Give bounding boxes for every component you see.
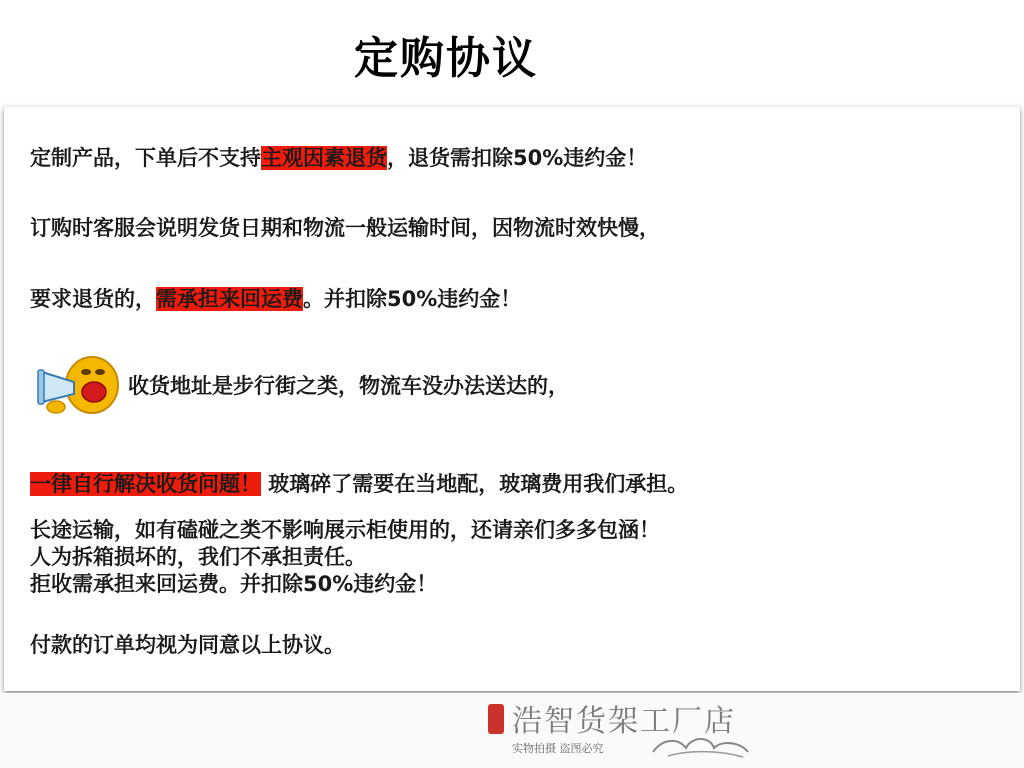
- cloud-icon: [648, 730, 758, 760]
- highlight-self-pickup: 一律自行解决收货问题！: [30, 472, 261, 496]
- clause-return-fee: [30, 283, 521, 313]
- clause-text: 。并扣除50%违约金！: [303, 287, 522, 311]
- clause-text: 玻璃碎了需要在当地配，玻璃费用我们承担。: [261, 472, 689, 496]
- clause-custom-product: [30, 142, 647, 172]
- watermark-brand: 浩智货架工厂店: [512, 704, 736, 739]
- clause-consent: 付款的订单均视为同意以上协议。: [30, 633, 345, 657]
- clause-transport: 长途运输，如有磕碰之类不影响展示柜使用的，还请亲们多多包涵！: [30, 518, 660, 542]
- clause-text: 要求退货的，: [30, 287, 156, 311]
- clause-address: 收货地址是步行街之类，物流车没办法送达的，: [128, 374, 569, 398]
- watermark-subtitle: 实物拍摄 盗图必究: [512, 742, 604, 755]
- clause-refuse: 拒收需承担来回运费。并扣除50%违约金！: [30, 572, 438, 596]
- clause-text: ，退货需扣除50%违约金！: [387, 146, 648, 170]
- watermark: [488, 694, 768, 762]
- clause-shipping-time: 订购时客服会说明发货日期和物流一般运输时间，因物流时效快慢，: [30, 216, 660, 240]
- page-title: 定购协议: [354, 33, 538, 84]
- clause-text: 定制产品，下单后不支持: [30, 146, 261, 170]
- clause-glass: [30, 468, 688, 498]
- highlight-return-shipping: 需承担来回运费: [156, 287, 303, 311]
- clause-unpacking: 人为拆箱损坏的，我们不承担责任。: [30, 545, 366, 569]
- seal-icon: [488, 704, 504, 734]
- megaphone-smiley-icon: [36, 352, 120, 416]
- highlight-no-return: 主观因素退货: [261, 146, 387, 170]
